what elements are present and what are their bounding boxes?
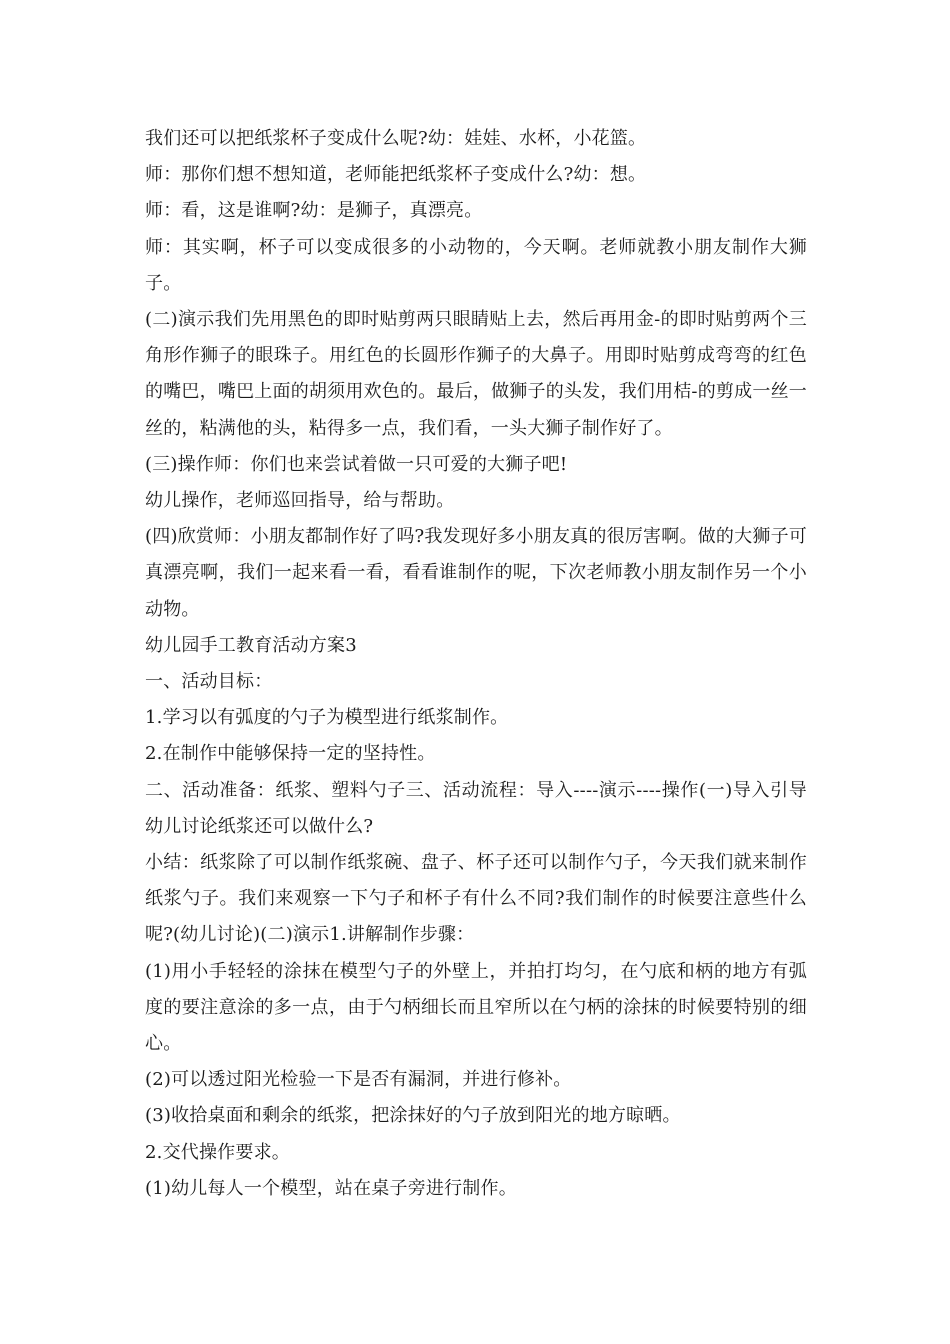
list-item: (3)收拾桌面和剩余的纸浆，把涂抹好的勺子放到阳光的地方晾晒。: [145, 1105, 681, 1127]
paragraph: (四)欣赏师：小朋友都制作好了吗?我发现好多小朋友真的很厉害啊。做的大狮子可真漂亮啊，我们一起来看一看，看看谁制作的呢，下次老师教小朋友制作另一个小动物。: [145, 526, 807, 620]
list-item: (1)用小手轻轻的涂抹在模型勺子的外壁上，并拍打均匀，在勺底和柄的地方有弧度的要注意涂的多一点，由于勺柄细长而且窄所以在勺柄的涂抹的时候要特别的细心。: [145, 960, 807, 1055]
paragraph: 师：那你们想不想知道，老师能把纸浆杯子变成什么?幼：想。: [145, 164, 647, 186]
paragraph: 我们还可以把纸浆杯子变成什么呢?幼：娃娃、水杯，小花篮。: [145, 128, 647, 149]
document-body: [145, 121, 807, 1207]
paragraph: 二、活动准备：纸浆、塑料勺子三、活动流程：导入----演示----操作(一)导入引导幼儿讨论纸浆还可以做什么?: [145, 779, 807, 837]
paragraph: (二)演示我们先用黑色的即时贴剪两只眼睛贴上去，然后再用金-的即时贴剪两个三角形作狮子的眼珠子。用红色的长圆形作狮子的大鼻子。用即时贴剪成弯弯的红色的嘴巴，嘴巴上面的胡须用欢色的。最后，做狮子的头发，我们用桔-的剪成一丝一丝的，粘满他的头，粘得多一点，我们看，一头大狮子制作好了。: [145, 309, 807, 439]
list-item: 2.交代操作要求。: [145, 1141, 290, 1163]
paragraph: 幼儿操作，老师巡回指导，给与帮助。: [145, 490, 455, 512]
paragraph: (三)操作师：你们也来尝试着做一只可爱的大狮子吧!: [145, 453, 568, 475]
list-item: 2.在制作中能够保持一定的坚持性。: [145, 743, 436, 765]
subsection-heading: 一、活动目标：: [145, 671, 273, 693]
paragraph: 师：其实啊，杯子可以变成很多的小动物的，今天啊。老师就教小朋友制作大狮子。: [145, 236, 807, 294]
section-heading: 幼儿园手工教育活动方案3: [145, 634, 357, 656]
list-item: (1)幼儿每人一个模型，站在桌子旁进行制作。: [145, 1177, 517, 1199]
list-item: (2)可以透过阳光检验一下是否有漏洞，并进行修补。: [145, 1069, 572, 1091]
paragraph: 小结：纸浆除了可以制作纸浆碗、盘子、杯子还可以制作勺子，今天我们就来制作纸浆勺子。我们来观察一下勺子和杯子有什么不同?我们制作的时候要注意些什么呢?(幼儿讨论)(二)演示1.讲解制作步骤：: [145, 852, 807, 946]
list-item: 1.学习以有弧度的勺子为模型进行纸浆制作。: [145, 707, 509, 729]
paragraph: 师：看，这是谁啊?幼：是狮子，真漂亮。: [145, 200, 483, 222]
